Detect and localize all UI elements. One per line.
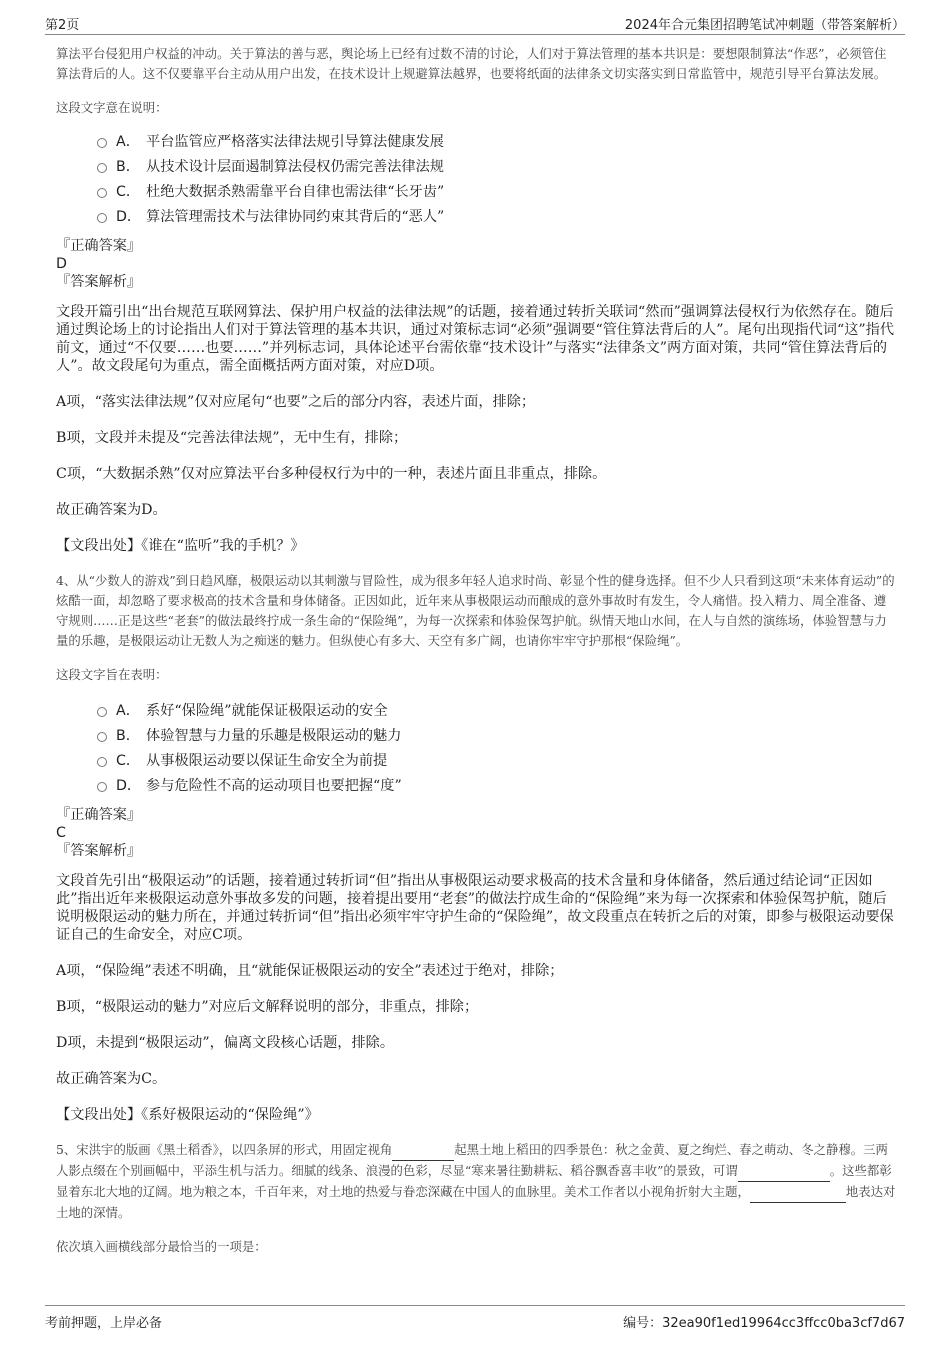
radio-icon[interactable] (97, 188, 107, 198)
q3-exclusion-b: B项，文段并未提及“完善法律法规”，无中生有，排除； (56, 430, 408, 446)
q3-option-c[interactable]: C． 杜绝大数据杀熟需靠平台自律也需法律“长牙齿” (56, 180, 896, 205)
q4-answer-label: 『正确答案』 (56, 807, 142, 823)
document-title: 2024年合元集团招聘笔试冲刺题（带答案解析） (624, 18, 905, 33)
q4-exclusion-d: D项，未提到“极限运动”，偏离文段核心话题，排除。 (56, 1035, 395, 1051)
q4-exclusion-b: B项，“极限运动的魅力”对应后文解释说明的部分，非重点，排除； (56, 999, 479, 1015)
q3-conclusion: 故正确答案为D。 (56, 502, 167, 518)
q3-answer: D (56, 256, 67, 272)
q4-option-d[interactable]: D． 参与危险性不高的运动项目也要把握“度” (56, 774, 896, 799)
q4-passage: 4、从“少数人的游戏”到日趋风靡，极限运动以其刺激与冒险性，成为很多年轻人追求时尚、彰显个性的健身选择。但不少人只看到这项“未来体育运动”的炫酷一面，却忽略了要求极高的技术含量和身体储备。正因如此，近年来从事极限运动而酿成的意外事故时有发生，令人痛惜。投入精力、周全准备、遵守规则……正是这些“老套”的做法最终拧成一条生命的“保险绳”，为每一次探索和体验保驾护航。纵情天地山水间，在人与自然的演练场，体验智慧与力量的乐趣，是极限运动让无数人为之痴迷的魅力。但纵使心有多大、天空有多广阔，也请你牢牢守护那根“保险绳”。 (56, 573, 895, 648)
radio-icon[interactable] (97, 138, 107, 148)
q3-option-a[interactable]: A． 平台监管应严格落实法律法规引导算法健康发展 (56, 130, 896, 155)
page-header (45, 12, 905, 35)
q3-stem: 这段文字意在说明： (56, 100, 168, 115)
q3-source: 【文段出处】《谁在“监听”我的手机？》 (56, 538, 305, 554)
q5-stem: 依次填入画横线部分最恰当的一项是： (56, 1239, 267, 1254)
document-id: 编号：32ea90f1ed19964cc3ffcc0ba3cf7d67 (623, 1316, 905, 1331)
q4-option-b[interactable]: B． 体验智慧与力量的乐趣是极限运动的魅力 (56, 724, 896, 749)
q4-options (56, 699, 896, 799)
footer-slogan: 考前押题，上岸必备 (45, 1316, 163, 1331)
q4-stem: 这段文字旨在表明： (56, 667, 168, 682)
q4-source: 【文段出处】《系好极限运动的“保险绳”》 (56, 1107, 319, 1123)
q3-answer-label: 『正确答案』 (56, 238, 142, 254)
q3-option-b[interactable]: B． 从技术设计层面遏制算法侵权仍需完善法律法规 (56, 155, 896, 180)
q3-analysis-label: 『答案解析』 (56, 274, 142, 290)
q4-exclusion-a: A项，“保险绳”表述不明确，且“就能保证极限运动的安全”表述过于绝对，排除； (56, 963, 564, 979)
q3-exclusion-a: A项，“落实法律法规”仅对应尾句“也要”之后的部分内容，表述片面，排除； (56, 394, 536, 410)
q3-exclusion-c: C项，“大数据杀熟”仅对应算法平台多种侵权行为中的一种，表述片面且非重点，排除。 (56, 466, 607, 482)
q3-option-d[interactable]: D． 算法管理需技术与法律协同约束其背后的“恶人” (56, 205, 896, 230)
q5-passage: 5、宋洪宇的版画《黑土稻香》，以四条屏的形式，用固定视角 起黑土地上稻田的四季景色：秋之金黄、夏之绚烂、春之萌动、冬之静穆。三两人影点缀在个别画幅中，平添生机与活力。细腻的线条、浪漫的色彩，尽显“寒来暑往勤耕耘、稻谷飘香喜丰收”的景致，可谓 。这些都彰显着东北大地的辽阔。地为粮之本，千百年来，对土地的热爱与眷恋深藏在中国人的血脉里。美术工作者以小视角折射大主题， 地表达对土地的深情。 (56, 1142, 896, 1220)
radio-icon[interactable] (97, 707, 107, 717)
page-number: 第2页 (45, 18, 80, 33)
radio-icon[interactable] (97, 782, 107, 792)
q4-option-a[interactable]: A． 系好“保险绳”就能保证极限运动的安全 (56, 699, 896, 724)
q4-analysis: 文段首先引出“极限运动”的话题，接着通过转折词“但”指出从事极限运动要求极高的技术含量和身体储备，然后通过结论词“正因如此”指出近年来极限运动意外事故多发的问题，接着提出要用“老套”的做法拧成生命的“保险绳”来为每一次探索和体验保驾护航，随后说明极限运动的魅力所在，并通过转折词“但”指出必须牢牢守护生命的“保险绳”，故文段重点在转折之后的对策，即参与极限运动要保证自己的生命安全，对应C项。 (56, 873, 894, 943)
q3-passage: 算法平台侵犯用户权益的冲动。关于算法的善与恶，舆论场上已经有过数不清的讨论，人们对于算法管理的基本共识是：要想限制算法“作恶”，必须管住算法背后的人。这不仅要靠平台主动从用户出发，在技术设计上规避算法越界，也要将纸面的法律条文切实落实到日常监管中，规范引导平台算法发展。 (56, 46, 887, 81)
q4-analysis-label: 『答案解析』 (56, 843, 142, 859)
radio-icon[interactable] (97, 732, 107, 742)
q3-options (56, 130, 896, 230)
page-content (56, 44, 896, 1257)
page-footer (45, 1305, 905, 1330)
q3-analysis: 文段开篇引出“出台规范互联网算法、保护用户权益的法律法规”的话题，接着通过转折关联词“然而”强调算法侵权行为依然存在。随后通过舆论场上的讨论指出人们对于算法管理的基本共识，通过对策标志词“必须”强调要“管住算法背后的人”。尾句出现指代词“这”指代前文，通过“不仅要……也要……”并列标志词，具体论述平台需依靠“技术设计”与落实“法律条文”两方面对策，共同“管住算法背后的人”。故文段尾句为重点，需全面概括两方面对策，对应D项。 (56, 304, 895, 374)
q4-conclusion: 故正确答案为C。 (56, 1071, 167, 1087)
radio-icon[interactable] (97, 213, 107, 223)
blank-1 (392, 1140, 454, 1161)
q4-option-c[interactable]: C． 从事极限运动要以保证生命安全为前提 (56, 749, 896, 774)
blank-3 (750, 1182, 846, 1203)
radio-icon[interactable] (97, 757, 107, 767)
radio-icon[interactable] (97, 163, 107, 173)
q4-answer: C (56, 825, 66, 841)
blank-2 (738, 1161, 830, 1182)
